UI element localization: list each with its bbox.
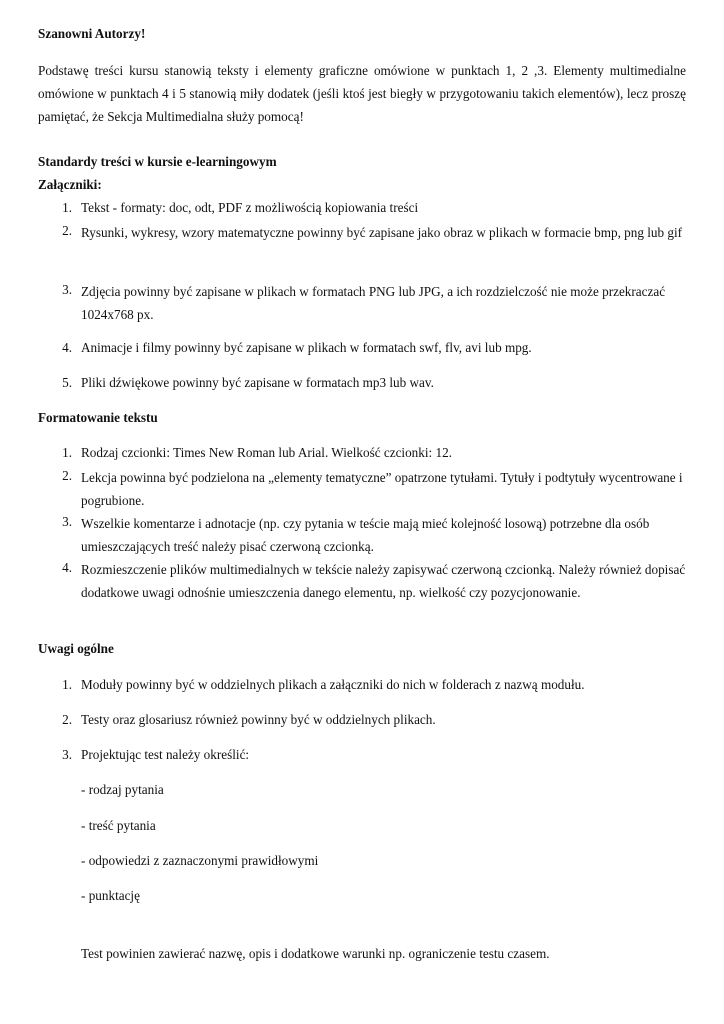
list-text: Wszelkie komentarze i adnotacje (np. czy pytania w teście mają mieć kolejność losową) potrzebne dla osób umieszczających treść należy pisać czerwoną czcionką. (81, 516, 650, 554)
standards-heading: Standardy treści w kursie e-learningowym (38, 154, 277, 169)
list-number: 1. (62, 200, 72, 215)
list-number: 1. (62, 677, 72, 692)
list-item (0, 466, 724, 510)
list-number: 3. (62, 282, 72, 297)
list-text: Animacje i filmy powinny być zapisane w plikach w formatach swf, flv, avi lub mpg. (81, 340, 532, 355)
list-item (0, 373, 724, 393)
list-number: 4. (62, 340, 72, 355)
list-number: 3. (62, 747, 72, 762)
attachments-heading: Załączniki: (38, 177, 102, 192)
list-text: Pliki dźwiękowe powinny być zapisane w formatach mp3 lub wav. (81, 375, 434, 390)
intro-paragraph: Podstawę treści kursu stanowią teksty i elementy graficzne omówione w punktach 1, 2 ,3. Elementy multimedialne omówione w punktach 4 i 5 stanowią miły dodatek (jeśli ktoś jest biegły w przygotowaniu takich elementów), lecz proszę pamiętać, że Sekcja Multimedialna służy pomocą! (38, 63, 686, 124)
list-text: Rysunki, wykresy, wzory matematyczne powinny być zapisane jako obraz w plikach w formacie bmp, png lub gif (81, 225, 683, 240)
greeting: Szanowni Autorzy! (38, 26, 146, 41)
list-number: 2. (62, 468, 72, 483)
formatting-heading: Formatowanie tekstu (38, 410, 158, 425)
general-heading: Uwagi ogólne (38, 641, 114, 656)
test-subitem: - rodzaj pytania (81, 782, 164, 797)
list-number: 4. (62, 560, 72, 575)
list-number: 2. (62, 223, 72, 238)
list-number: 5. (62, 375, 72, 390)
list-number: 2. (62, 712, 72, 727)
list-item (0, 745, 724, 765)
list-text: Lekcja powinna być podzielona na „elementy tematyczne” opatrzone tytułami. Tytuły i podtytuły wycentrowane i pogrubione. (81, 470, 683, 508)
test-subitem: - treść pytania (81, 818, 156, 833)
list-item (0, 710, 724, 730)
list-item (0, 338, 724, 358)
list-item (0, 221, 724, 265)
list-item (0, 675, 724, 695)
list-text: Rozmieszczenie plików multimedialnych w tekście należy zapisywać czerwoną czcionką. Należy również dopisać dodatkowe uwagi odnośnie umieszczenia danego elementu, np. wielkość czy pozycjonowanie. (81, 562, 686, 600)
test-subitem: - punktację (81, 888, 140, 903)
list-item (0, 558, 724, 602)
list-item (0, 198, 724, 218)
list-item (0, 512, 724, 556)
list-item (0, 443, 724, 463)
list-number: 3. (62, 514, 72, 529)
list-text: Zdjęcia powinny być zapisane w plikach w formatach PNG lub JPG, a ich rozdzielczość nie może przekraczać 1024x768 px. (81, 284, 666, 322)
list-text: Testy oraz glosariusz również powinny być w oddzielnych plikach. (81, 712, 436, 727)
closing-note: Test powinien zawierać nazwę, opis i dodatkowe warunki np. ograniczenie testu czasem. (81, 946, 550, 961)
list-text: Rodzaj czcionki: Times New Roman lub Arial. Wielkość czcionki: 12. (81, 445, 452, 460)
list-text: Tekst - formaty: doc, odt, PDF z możliwością kopiowania treści (81, 200, 419, 215)
list-text: Moduły powinny być w oddzielnych plikach a załączniki do nich w folderach z nazwą modułu. (81, 677, 585, 692)
list-item (0, 280, 724, 324)
test-subitem: - odpowiedzi z zaznaczonymi prawidłowymi (81, 853, 319, 868)
list-number: 1. (62, 445, 72, 460)
list-text: Projektując test należy określić: (81, 747, 250, 762)
